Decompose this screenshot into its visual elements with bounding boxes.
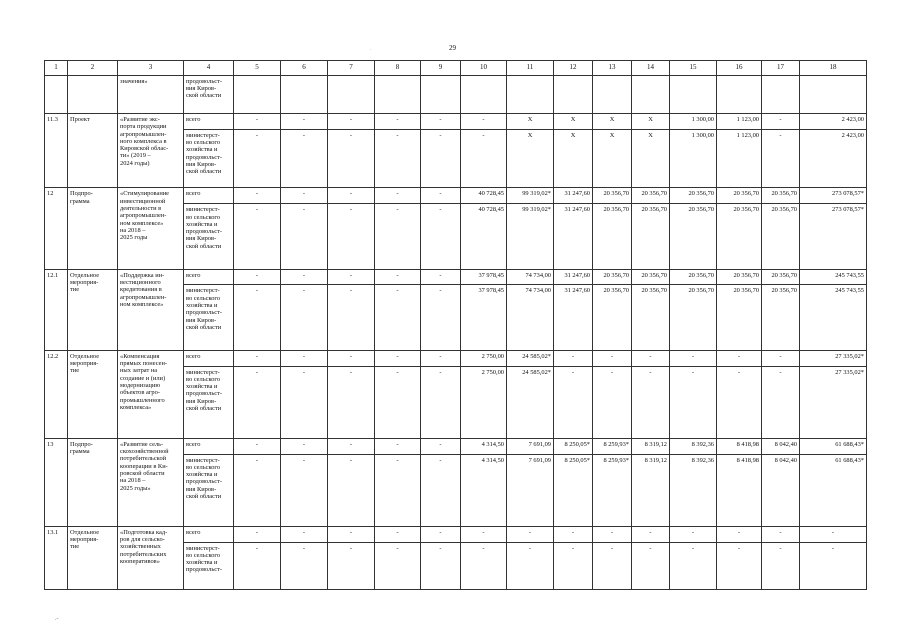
column-header: 1: [45, 61, 68, 76]
value-cell: 31 247,60: [554, 188, 593, 204]
value-cell: -: [461, 114, 507, 130]
value-cell: -: [328, 129, 375, 188]
value-cell: -: [234, 114, 281, 130]
value-cell: 20 356,70: [670, 204, 717, 269]
value-cell: 2 423,00: [800, 129, 867, 188]
value-cell: -: [281, 438, 328, 454]
value-cell: Х: [507, 114, 554, 130]
value-cell: -: [632, 526, 670, 542]
value-cell: -: [421, 438, 461, 454]
value-cell: 20 356,70: [762, 285, 800, 350]
value-cell: 31 247,60: [554, 285, 593, 350]
value-cell: 31 247,60: [554, 204, 593, 269]
value-cell: [593, 75, 632, 113]
value-cell: -: [375, 526, 421, 542]
value-cell: 27 335,02*: [800, 366, 867, 438]
value-cell: -: [670, 542, 717, 589]
executor-cell: министерст- во сельского хозяйства и продовольст- вия Киров- ской области: [184, 129, 234, 188]
value-cell: -: [281, 129, 328, 188]
value-cell: -: [632, 366, 670, 438]
value-cell: -: [328, 188, 375, 204]
value-cell: 273 078,57*: [800, 188, 867, 204]
value-cell: -: [421, 269, 461, 285]
value-cell: 8 319,12: [632, 438, 670, 454]
column-header: 10: [461, 61, 507, 76]
value-cell: -: [234, 542, 281, 589]
value-cell: -: [800, 542, 867, 589]
column-header: 5: [234, 61, 281, 76]
executor-cell: всего: [184, 526, 234, 542]
value-cell: 8 418,98: [717, 454, 762, 526]
value-cell: 20 356,70: [717, 285, 762, 350]
value-cell: -: [717, 366, 762, 438]
row-number: 12: [45, 188, 68, 269]
table-row: [45, 188, 867, 204]
value-cell: -: [375, 269, 421, 285]
value-cell: 8 418,98: [717, 438, 762, 454]
row-number: 13.1: [45, 526, 68, 589]
value-cell: 20 356,70: [717, 204, 762, 269]
value-cell: 1 300,00: [670, 114, 717, 130]
continuation-row: [45, 75, 867, 113]
value-cell: -: [375, 285, 421, 350]
column-header: 2: [68, 61, 118, 76]
row-status: Проект: [68, 114, 118, 188]
row-status: Подпро- грамма: [68, 188, 118, 269]
value-cell: -: [554, 350, 593, 366]
value-cell: 20 356,70: [717, 269, 762, 285]
value-cell: 8 259,93*: [593, 454, 632, 526]
value-cell: 20 356,70: [593, 285, 632, 350]
column-header: 11: [507, 61, 554, 76]
value-cell: [375, 75, 421, 113]
value-cell: -: [632, 350, 670, 366]
value-cell: 20 356,70: [593, 204, 632, 269]
value-cell: 245 743,55: [800, 285, 867, 350]
column-header: 15: [670, 61, 717, 76]
value-cell: 245 743,55: [800, 269, 867, 285]
value-cell: 37 978,45: [461, 285, 507, 350]
table-row: [45, 350, 867, 366]
value-cell: -: [375, 204, 421, 269]
value-cell: -: [421, 366, 461, 438]
value-cell: -: [281, 350, 328, 366]
value-cell: -: [421, 204, 461, 269]
value-cell: -: [328, 454, 375, 526]
row-name: «Стимулирование инвестиционной деятельности в агропромышлен- ном комплексе» на 2018 – 2025 годы: [118, 188, 184, 269]
value-cell: 20 356,70: [762, 188, 800, 204]
value-cell: 8 042,40: [762, 454, 800, 526]
value-cell: -: [328, 269, 375, 285]
executor-cell: министерст- во сельского хозяйства и продовольст- вия Киров- ской области: [184, 366, 234, 438]
value-cell: -: [281, 269, 328, 285]
value-cell: 4 314,50: [461, 438, 507, 454]
value-cell: -: [234, 366, 281, 438]
column-header: 7: [328, 61, 375, 76]
value-cell: -: [281, 366, 328, 438]
executor-cell: всего: [184, 188, 234, 204]
value-cell: -: [328, 285, 375, 350]
value-cell: 7 691,09: [507, 438, 554, 454]
value-cell: -: [234, 129, 281, 188]
table-row: [45, 526, 867, 542]
value-cell: [461, 75, 507, 113]
row-number: 13: [45, 438, 68, 526]
value-cell: -: [670, 366, 717, 438]
value-cell: [717, 75, 762, 113]
value-cell: -: [281, 526, 328, 542]
value-cell: 20 356,70: [762, 204, 800, 269]
value-cell: -: [234, 454, 281, 526]
value-cell: 1 123,00: [717, 114, 762, 130]
value-cell: -: [375, 350, 421, 366]
value-cell: 99 319,02*: [507, 188, 554, 204]
executor-cell: всего: [184, 438, 234, 454]
value-cell: 8 042,40: [762, 438, 800, 454]
value-cell: -: [328, 542, 375, 589]
value-cell: -: [234, 350, 281, 366]
value-cell: 8 250,05*: [554, 454, 593, 526]
value-cell: -: [507, 542, 554, 589]
value-cell: -: [375, 366, 421, 438]
value-cell: 40 728,45: [461, 188, 507, 204]
value-cell: -: [762, 129, 800, 188]
value-cell: -: [375, 454, 421, 526]
column-header: 13: [593, 61, 632, 76]
value-cell: [670, 75, 717, 113]
value-cell: 20 356,70: [670, 269, 717, 285]
value-cell: -: [421, 350, 461, 366]
value-cell: 31 247,60: [554, 269, 593, 285]
value-cell: Х: [507, 129, 554, 188]
value-cell: 24 585,02*: [507, 366, 554, 438]
value-cell: -: [421, 454, 461, 526]
value-cell: -: [421, 129, 461, 188]
table-row: [45, 114, 867, 130]
value-cell: Х: [554, 129, 593, 188]
value-cell: -: [632, 542, 670, 589]
value-cell: 40 728,45: [461, 204, 507, 269]
executor-cell: всего: [184, 114, 234, 130]
value-cell: -: [717, 542, 762, 589]
value-cell: 1 300,00: [670, 129, 717, 188]
value-cell: -: [281, 454, 328, 526]
executor-cell: всего: [184, 269, 234, 285]
page-number: 29: [449, 44, 456, 52]
executor-cell: министерст- во сельского хозяйства и продовольст- вия Киров- ской области: [184, 285, 234, 350]
value-cell: 8 319,12: [632, 454, 670, 526]
value-cell: -: [234, 188, 281, 204]
header-row: [45, 61, 867, 76]
column-header: 18: [800, 61, 867, 76]
value-cell: -: [670, 350, 717, 366]
value-cell: -: [762, 350, 800, 366]
value-cell: 20 356,70: [593, 269, 632, 285]
scan-mark: .-: [55, 616, 59, 622]
value-cell: -: [593, 350, 632, 366]
row-status: Отдельное мероприя- тие: [68, 350, 118, 438]
value-cell: [328, 75, 375, 113]
value-cell: 8 392,36: [670, 454, 717, 526]
budget-table: [44, 60, 867, 590]
value-cell: -: [421, 285, 461, 350]
executor-cell: министерст- во сельского хозяйства и продовольст-: [184, 542, 234, 589]
value-cell: -: [461, 542, 507, 589]
value-cell: -: [375, 129, 421, 188]
value-cell: -: [554, 366, 593, 438]
value-cell: 20 356,70: [632, 204, 670, 269]
num-cell: [45, 75, 68, 113]
value-cell: 74 734,00: [507, 285, 554, 350]
value-cell: Х: [593, 129, 632, 188]
value-cell: [421, 75, 461, 113]
value-cell: -: [234, 438, 281, 454]
value-cell: 20 356,70: [593, 188, 632, 204]
executor-cell: министерст- во сельского хозяйства и продовольст- вия Киров- ской области: [184, 454, 234, 526]
column-header: 9: [421, 61, 461, 76]
column-header: 16: [717, 61, 762, 76]
value-cell: 20 356,70: [632, 285, 670, 350]
value-cell: -: [762, 114, 800, 130]
value-cell: -: [554, 542, 593, 589]
executor-cell: министерст- во сельского хозяйства и продовольст- вия Киров- ской области: [184, 204, 234, 269]
value-cell: 20 356,70: [762, 269, 800, 285]
executor-cell: продовольст- вия Киров- ской области: [184, 75, 234, 113]
column-header: 14: [632, 61, 670, 76]
value-cell: -: [375, 542, 421, 589]
value-cell: -: [762, 366, 800, 438]
row-name: «Поддержка ин- вестиционного кредитования в агропромышлен- ном комплексе»: [118, 269, 184, 350]
value-cell: Х: [593, 114, 632, 130]
value-cell: -: [421, 526, 461, 542]
row-name: «Развитие сель- скохозяйственной потребительской кооперации в Ки- ровской области на 2018 – 2025 годы»: [118, 438, 184, 526]
value-cell: -: [421, 114, 461, 130]
value-cell: -: [461, 129, 507, 188]
value-cell: Х: [632, 114, 670, 130]
value-cell: -: [328, 438, 375, 454]
value-cell: 7 691,09: [507, 454, 554, 526]
row-number: 12.1: [45, 269, 68, 350]
value-cell: -: [762, 526, 800, 542]
value-cell: -: [328, 114, 375, 130]
value-cell: [554, 75, 593, 113]
row-number: 11.3: [45, 114, 68, 188]
value-cell: 8 250,05*: [554, 438, 593, 454]
value-cell: 8 259,93*: [593, 438, 632, 454]
value-cell: 8 392,36: [670, 438, 717, 454]
value-cell: -: [670, 526, 717, 542]
table-row: [45, 269, 867, 285]
value-cell: -: [717, 350, 762, 366]
value-cell: -: [507, 526, 554, 542]
value-cell: -: [234, 285, 281, 350]
value-cell: 2 423,00: [800, 114, 867, 130]
value-cell: 20 356,70: [670, 285, 717, 350]
table-row: [45, 438, 867, 454]
value-cell: -: [328, 350, 375, 366]
value-cell: -: [593, 366, 632, 438]
row-status: Отдельное мероприя- тие: [68, 526, 118, 589]
value-cell: [762, 75, 800, 113]
row-status: Отдельное мероприя- тие: [68, 269, 118, 350]
value-cell: -: [375, 114, 421, 130]
value-cell: Х: [554, 114, 593, 130]
value-cell: 20 356,70: [717, 188, 762, 204]
value-cell: -: [281, 204, 328, 269]
value-cell: 1 123,00: [717, 129, 762, 188]
value-cell: 74 734,00: [507, 269, 554, 285]
value-cell: [632, 75, 670, 113]
value-cell: 20 356,70: [632, 188, 670, 204]
column-header: 12: [554, 61, 593, 76]
column-header: 6: [281, 61, 328, 76]
column-header: 3: [118, 61, 184, 76]
value-cell: -: [461, 526, 507, 542]
value-cell: -: [717, 526, 762, 542]
value-cell: -: [421, 188, 461, 204]
value-cell: -: [762, 542, 800, 589]
value-cell: -: [234, 526, 281, 542]
value-cell: 24 585,02*: [507, 350, 554, 366]
value-cell: [234, 75, 281, 113]
value-cell: -: [281, 188, 328, 204]
value-cell: -: [554, 526, 593, 542]
value-cell: -: [234, 269, 281, 285]
value-cell: 4 314,50: [461, 454, 507, 526]
value-cell: 61 688,43*: [800, 438, 867, 454]
row-name: «Подготовка кад- ров для сельско- хозяйственных потребительских кооперативов»: [118, 526, 184, 589]
row-name: «Компенсация прямых понесен- ных затрат на создание и (или) модернизацию объектов агро- промышленного комплекса»: [118, 350, 184, 438]
value-cell: 99 319,02*: [507, 204, 554, 269]
value-cell: 20 356,70: [670, 188, 717, 204]
value-cell: [507, 75, 554, 113]
value-cell: -: [593, 526, 632, 542]
value-cell: Х: [632, 129, 670, 188]
value-cell: -: [328, 204, 375, 269]
value-cell: [800, 75, 867, 113]
value-cell: 20 356,70: [632, 269, 670, 285]
value-cell: -: [281, 542, 328, 589]
value-cell: [281, 75, 328, 113]
name-cell: значения»: [118, 75, 184, 113]
row-number: 12.2: [45, 350, 68, 438]
value-cell: 61 688,43*: [800, 454, 867, 526]
row-name: «Развитие экс- порта продукции агропромышлен- ного комплекса в Кировской облас- ти» (2019 – 2024 годы): [118, 114, 184, 188]
status-cell: [68, 75, 118, 113]
value-cell: -: [328, 526, 375, 542]
row-status: Подпро- грамма: [68, 438, 118, 526]
value-cell: 2 750,00: [461, 350, 507, 366]
value-cell: 2 750,00: [461, 366, 507, 438]
value-cell: -: [375, 438, 421, 454]
value-cell: 27 335,02*: [800, 350, 867, 366]
executor-cell: всего: [184, 350, 234, 366]
value-cell: -: [375, 188, 421, 204]
value-cell: -: [593, 542, 632, 589]
scan-speck: ·: [370, 48, 372, 53]
column-header: 8: [375, 61, 421, 76]
value-cell: -: [281, 114, 328, 130]
value-cell: -: [421, 542, 461, 589]
value-cell: 37 978,45: [461, 269, 507, 285]
value-cell: -: [234, 204, 281, 269]
column-header: 17: [762, 61, 800, 76]
value-cell: 273 078,57*: [800, 204, 867, 269]
column-header: 4: [184, 61, 234, 76]
value-cell: -: [800, 526, 867, 542]
value-cell: -: [328, 366, 375, 438]
value-cell: -: [281, 285, 328, 350]
